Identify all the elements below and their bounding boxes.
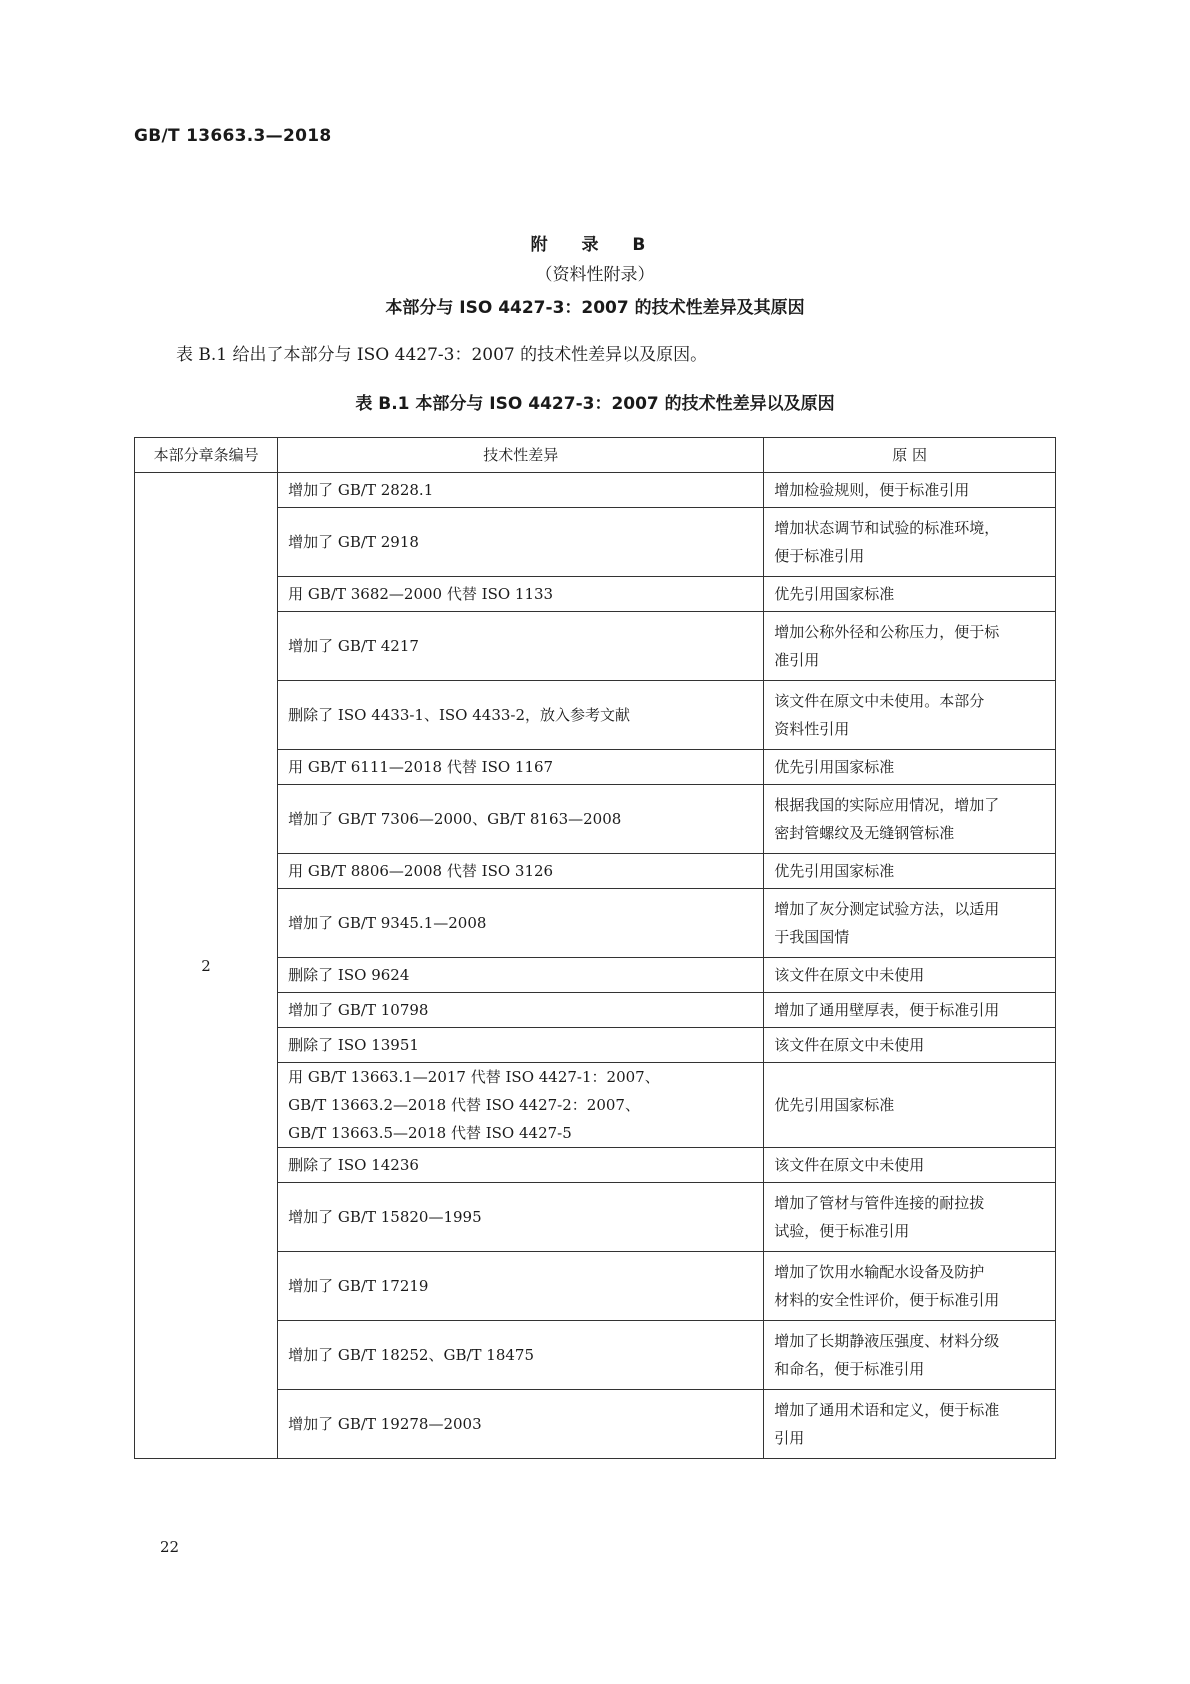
difference-line: 删除了 ISO 9624 (288, 966, 410, 984)
difference-cell (278, 612, 764, 681)
difference-cell (278, 1390, 764, 1459)
reason-line: 增加了管材与管件连接的耐拉拔 (774, 1194, 985, 1212)
reason-line: 优先引用国家标准 (774, 1096, 895, 1114)
reason-line: 根据我国的实际应用情况，增加了 (774, 796, 1000, 814)
reason-line: 优先引用国家标准 (774, 585, 895, 603)
reason-cell (764, 473, 1056, 508)
difference-line: GB/T 13663.2—2018 代替 ISO 4427-2：2007、 (288, 1096, 640, 1114)
reason-cell (764, 1028, 1056, 1063)
reason-cell (764, 1063, 1056, 1148)
reason-line: 该文件在原文中未使用。本部分 (774, 692, 985, 710)
difference-cell (278, 1252, 764, 1321)
reason-line: 密封管螺纹及无缝钢管标准 (774, 824, 955, 842)
difference-line: 删除了 ISO 13951 (288, 1036, 419, 1054)
difference-line: 增加了 GB/T 7306—2000、GB/T 8163—2008 (288, 810, 622, 828)
difference-line: 删除了 ISO 14236 (288, 1156, 419, 1174)
difference-line: 用 GB/T 8806—2008 代替 ISO 3126 (288, 862, 554, 880)
reason-line: 该文件在原文中未使用 (774, 1036, 925, 1054)
difference-cell (278, 473, 764, 508)
difference-line: 增加了 GB/T 10798 (288, 1001, 429, 1019)
difference-line: 增加了 GB/T 2828.1 (288, 481, 434, 499)
differences-table (134, 437, 1056, 1459)
reason-line: 该文件在原文中未使用 (774, 1156, 925, 1174)
reason-line: 准引用 (774, 651, 820, 669)
header-section: 本部分章条编号 (135, 438, 278, 473)
difference-cell (278, 993, 764, 1028)
reason-line: 试验，便于标准引用 (774, 1222, 910, 1240)
difference-cell (278, 1063, 764, 1148)
table-row (135, 473, 1056, 508)
reason-line: 资料性引用 (774, 720, 850, 738)
reason-line: 增加了饮用水输配水设备及防护 (774, 1263, 985, 1281)
reason-line: 于我国国情 (774, 928, 850, 946)
difference-cell (278, 1028, 764, 1063)
difference-cell (278, 681, 764, 750)
reason-cell (764, 577, 1056, 612)
difference-line: 增加了 GB/T 19278—2003 (288, 1415, 482, 1433)
header-reason: 原 因 (764, 438, 1056, 473)
difference-line: 增加了 GB/T 4217 (288, 637, 419, 655)
difference-line: 增加了 GB/T 18252、GB/T 18475 (288, 1346, 535, 1364)
reason-cell (764, 508, 1056, 577)
reason-cell (764, 1321, 1056, 1390)
difference-line: 用 GB/T 13663.1—2017 代替 ISO 4427-1：2007、 (288, 1068, 660, 1086)
reason-line: 材料的安全性评价，便于标准引用 (774, 1291, 1000, 1309)
reason-cell (764, 612, 1056, 681)
reason-cell (764, 1183, 1056, 1252)
reason-cell (764, 681, 1056, 750)
difference-line: 删除了 ISO 4433-1、ISO 4433-2，放入参考文献 (288, 706, 631, 724)
reason-line: 优先引用国家标准 (774, 862, 895, 880)
difference-line: 增加了 GB/T 17219 (288, 1277, 429, 1295)
reason-cell (764, 889, 1056, 958)
reason-line: 增加了通用术语和定义，便于标准 (774, 1401, 1000, 1419)
difference-cell (278, 1148, 764, 1183)
annex-title: 附 录 B (530, 235, 660, 255)
difference-line: 用 GB/T 6111—2018 代替 ISO 1167 (288, 758, 554, 776)
table-header-row (135, 438, 1056, 473)
header-difference: 技术性差异 (278, 438, 764, 473)
reason-line: 增加了长期静液压强度、材料分级 (774, 1332, 1000, 1350)
reason-cell (764, 750, 1056, 785)
difference-line: GB/T 13663.5—2018 代替 ISO 4427-5 (288, 1124, 572, 1142)
reason-line: 增加了通用壁厚表，便于标准引用 (774, 1001, 1000, 1019)
reason-line: 增加公称外径和公称压力，便于标 (774, 623, 1000, 641)
reason-cell (764, 1252, 1056, 1321)
section-number: 2 (135, 473, 278, 1459)
reason-line: 增加检验规则，便于标准引用 (774, 481, 970, 499)
difference-cell (278, 508, 764, 577)
standard-code: GB/T 13663.3—2018 (134, 126, 332, 146)
difference-cell (278, 854, 764, 889)
reason-cell (764, 1148, 1056, 1183)
difference-cell (278, 577, 764, 612)
reason-line: 该文件在原文中未使用 (774, 966, 925, 984)
reason-line: 优先引用国家标准 (774, 758, 895, 776)
difference-line: 用 GB/T 3682—2000 代替 ISO 1133 (288, 585, 554, 603)
difference-cell (278, 1183, 764, 1252)
reason-cell (764, 993, 1056, 1028)
reason-line: 引用 (774, 1429, 805, 1447)
difference-cell (278, 958, 764, 993)
table-caption: 表 B.1 本部分与 ISO 4427-3：2007 的技术性差异以及原因 (355, 394, 835, 414)
reason-line: 便于标准引用 (774, 547, 865, 565)
reason-line: 增加状态调节和试验的标准环境， (774, 519, 1000, 537)
difference-cell (278, 750, 764, 785)
reason-line: 增加了灰分测定试验方法，以适用 (774, 900, 1000, 918)
page-number: 22 (160, 1538, 180, 1556)
annex-heading: 本部分与 ISO 4427-3：2007 的技术性差异及其原因 (385, 298, 805, 318)
intro-paragraph: 表 B.1 给出了本部分与 ISO 4427-3：2007 的技术性差异以及原因。 (176, 345, 708, 365)
difference-line: 增加了 GB/T 9345.1—2008 (288, 914, 487, 932)
reason-cell (764, 854, 1056, 889)
difference-cell (278, 1321, 764, 1390)
difference-cell (278, 889, 764, 958)
reason-cell (764, 785, 1056, 854)
difference-line: 增加了 GB/T 2918 (288, 533, 419, 551)
reason-cell (764, 958, 1056, 993)
difference-line: 增加了 GB/T 15820—1995 (288, 1208, 482, 1226)
reason-cell (764, 1390, 1056, 1459)
annex-subtitle: （资料性附录） (535, 265, 655, 285)
reason-line: 和命名，便于标准引用 (774, 1360, 925, 1378)
difference-cell (278, 785, 764, 854)
